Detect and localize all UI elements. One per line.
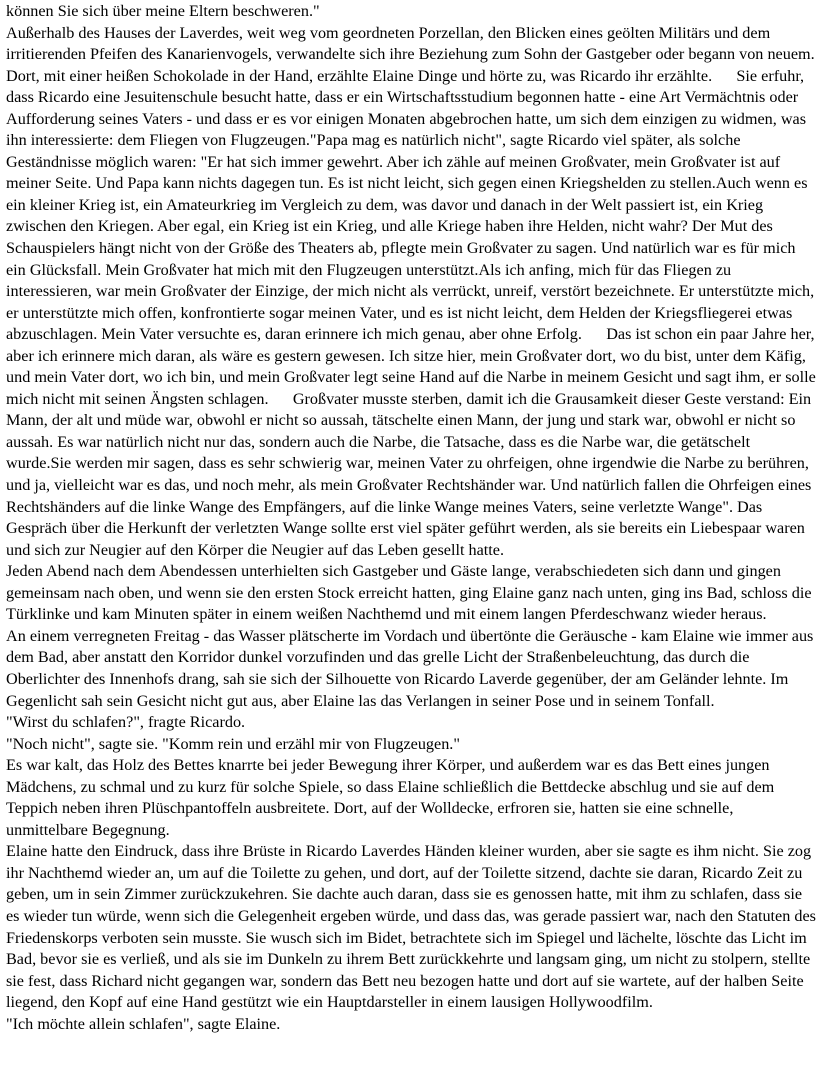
paragraph: An einem verregneten Freitag - das Wasser plätscherte im Vordach und übertönte die Geräusche - kam Elaine wie immer aus dem Bad, aber anstatt den Korridor dunkel vorzufinden und das grelle Licht der Straßenbeleuchtung, das durch die Oberlichter des Innenhofs drang, sah sie sich der Silhouette von Ricardo Laverde gegenüber, der am Geländer lehnte. Im Gegenlicht sah sein Gesicht nicht gut aus, aber Elaine las das Verlangen in seiner Pose und in seinem Tonfall.	[6, 626, 818, 710]
dialogue-line: "Wirst du schlafen?", fragte Ricardo.	[6, 713, 246, 732]
paragraph: Jeden Abend nach dem Abendessen unterhielten sich Gastgeber und Gäste lange, verabschiedeten sich dann und gingen gemeinsam nach oben, und wenn sie den ersten Stock erreicht hatten, ging Elaine ganz nach unten, ging ins Bad, schloss die Türklinke und kam Minuten später in einem weißen Nachthemd und mit einem langen Pferdeschwanz wieder heraus.	[6, 562, 816, 624]
paragraph: Elaine hatte den Eindruck, dass ihre Brüste in Ricardo Laverdes Händen kleiner wurden, aber sie sagte es ihm nicht. Sie zog ihr Nachthemd wieder an, um auf die Toilette zu gehen, und dort, auf der Toilette sitzend, dachte sie daran, Ricardo Zeit zu geben, um in sein Zimmer zurückzukehren. Sie dachte auch daran, dass sie es genossen hatte, mit ihm zu schlafen, dass sie es wieder tun würde, wenn sich die Gelegenheit ergeben würde, und dass das, was gerade passiert war, nach den Statuten des Friedenskorps verboten sein musste. Sie wusch sich im Bidet, betrachtete sich im Spiegel und lächelte, löschte das Licht im Bad, bevor sie es verließ, und als sie im Dunkeln zu ihrem Bett zurückkehrte und langsam ging, um nicht zu stolpern, stellte sie fest, dass Richard nicht gegangen war, sondern das Bett neu bezogen hatte und dort auf sie wartete, auf der halben Seite liegend, den Kopf auf eine Hand gestützt wie ein Hauptdarsteller in einem lausigen Hollywoodfilm.	[6, 842, 821, 1012]
paragraph: Außerhalb des Hauses der Laverdes, weit weg vom geordneten Porzellan, den Blicken eines geölten Militärs und dem irritierenden Pfeifen des Kanarienvogels, verwandelte sich ihre Beziehung zum Sohn der Gastgeber oder begann von neuem. Dort, mit einer heißen Schokolade in der Hand, erzählte Elaine Dinge und hörte zu, was Ricardo ihr erzählte. Sie erfuhr, dass Ricardo eine Jesuitenschule besucht hatte, dass er ein Wirtschaftsstudium begonnen hatte - eine Art Vermächtnis oder Aufforderung seines Vaters - und dass er es vor einigen Monaten abgebrochen hatte, um sich dem einzigen zu widmen, was ihn interessierte: dem Fliegen von Flugzeugen."Papa mag es natürlich nicht", sagte Ricardo viel später, als solche Geständnisse möglich waren: "Er hat sich immer gewehrt. Aber ich zähle auf meinen Großvater, mein Großvater ist auf meiner Seite. Und Papa kann nichts dagegen tun. Es ist nicht leicht, sich gegen einen Kriegshelden zu stellen.Auch wenn es ein kleiner Krieg ist, ein Amateurkrieg im Vergleich zu dem, was davor und danach in der Welt passiert ist, ein Krieg zwischen den Kriegen. Aber egal, ein Krieg ist ein Krieg, und alle Kriege haben ihre Helden, nicht wahr? Der Mut des Schauspielers hängt nicht von der Größe des Theaters ab, pflegte mein Großvater zu sagen. Und natürlich war es für mich ein Glücksfall. Mein Großvater hat mich mit den Flugzeugen unterstützt.Als ich anfing, mich für das Fliegen zu interessieren, war mein Großvater der Einzige, der mich nicht als verrückt, unreif, verstört bezeichnete. Er unterstützte mich, er unterstützte mich offen, konfrontierte sogar meinen Vater, und es ist nicht leicht, dem Helden der Kriegsfliegerei etwas abzuschlagen. Mein Vater versuchte es, daran erinnere ich mich genau, aber ohne Erfolg. Das ist schon ein paar Jahre her, aber ich erinnere mich daran, als wäre es gestern gewesen. Ich sitze hier, mein Großvater dort, wo du bist, unter dem Käfig, und mein Vater dort, wo ich bin, und mein Großvater legt seine Hand auf die Narbe in meinem Gesicht und sagt ihm, er solle mich nicht mit seinen Ängsten schlagen. Großvater musste sterben, damit ich die Grausamkeit dieser Geste verstand: Ein Mann, der alt und müde war, obwohl er nicht so aussah, tätschelte einen Mann, der jung und stark war, obwohl er nicht so aussah. Es war natürlich nicht nur das, sondern auch die Narbe, die Tatsache, dass es die Narbe war, die getätschelt wurde.Sie werden mir sagen, dass es sehr schwierig war, meinen Vater zu ohrfeigen, ohne irgendwie die Narbe zu berühren, und ja, vielleicht war es das, und noch mehr, als mein Großvater Rechtshänder war. Und natürlich fallen die Ohrfeigen eines Rechtshänders auf die linke Wange des Empfängers, auf die linke Wange meines Vaters, seine verletzte Wange". Das Gespräch über die Herkunft der verletzten Wange sollte erst viel später geführt werden, als sie bereits ein Liebespaar waren und sich zur Neugier auf den Körper die Neugier auf das Leben gesellt hatte.	[6, 23, 820, 559]
paragraph: können Sie sich über meine Eltern beschweren."	[6, 2, 320, 20]
dialogue-line: "Noch nicht", sagte sie. "Komm rein und erzähl mir von Flugzeugen."	[6, 734, 460, 753]
dialogue-line: "Ich möchte allein schlafen", sagte Elaine.	[6, 1014, 281, 1033]
paragraph: Es war kalt, das Holz des Bettes knarrte bei jeder Bewegung ihrer Körper, und außerdem war es das Bett eines jungen Mädchens, zu schmal und zu kurz für solche Spiele, so dass Elaine schließlich die Bettdecke abschlug und sie auf dem Teppich neben ihren Plüschpantoffeln ausbreitete. Dort, auf der Wolldecke, erfroren sie, hatten sie eine schnelle, unmittelbare Begegnung.	[6, 756, 778, 839]
